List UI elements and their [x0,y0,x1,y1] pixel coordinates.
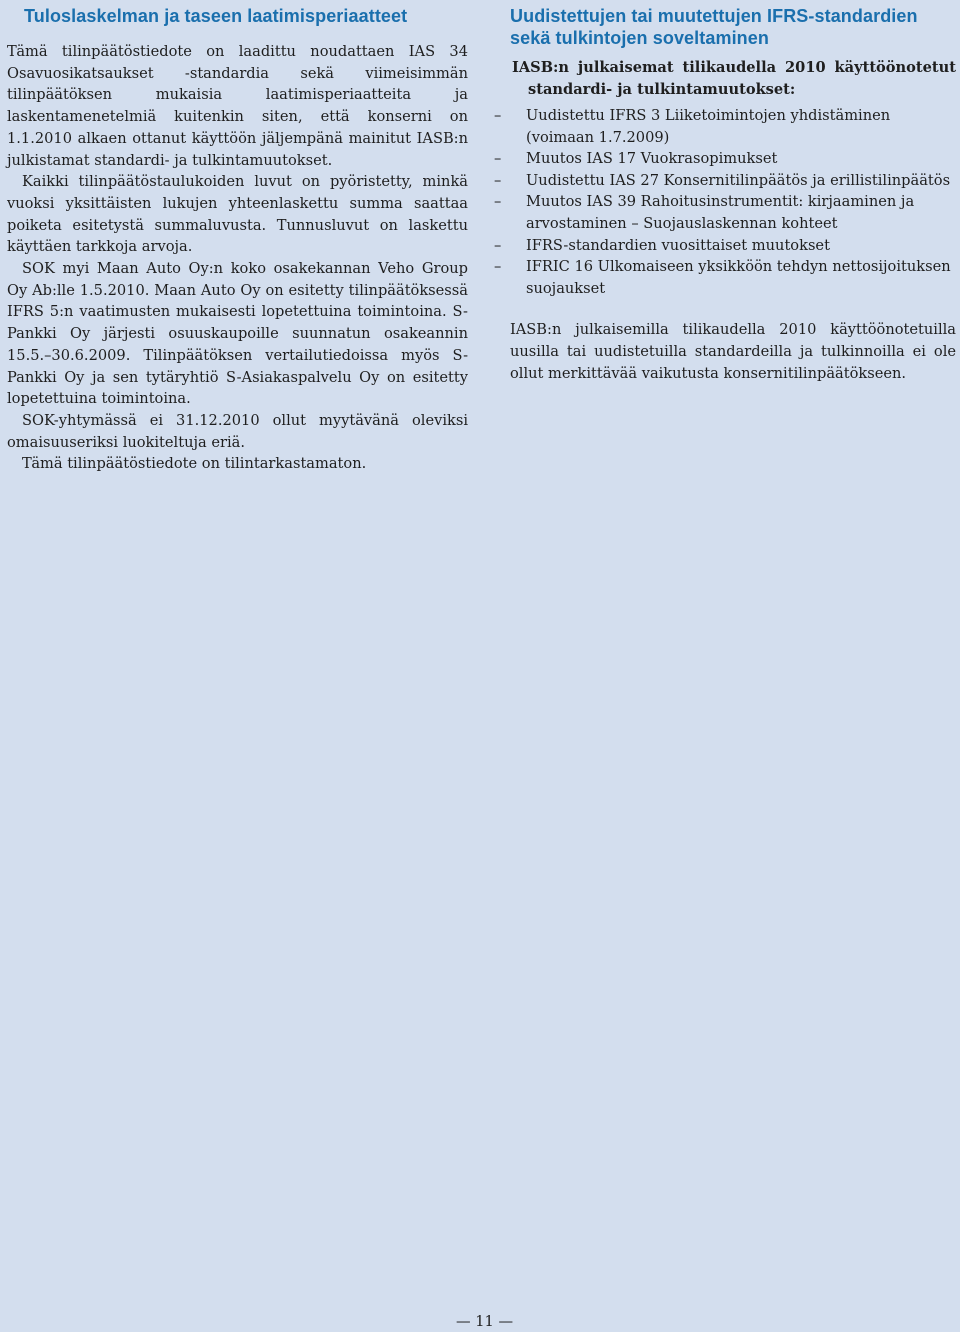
subheading-iasb-changes [510,57,956,101]
section-title-accounting-principles: Tuloslaskelman ja taseen laatimisperiaatteet [24,6,408,26]
list-item: – IFRIC 16 Ulkomaiseen yksikköön tehdyn nettosijoituksen suojaukset [494,258,951,297]
paragraph-assets-held-for-sale: SOK-yhtymässä ei 31.12.2010 ollut myytävänä oleviksi omaisuuseriksi luokiteltuja eriä. [7,411,468,451]
section-title-ifrs-standards: Uudistettujen tai muutettujen IFRS-standardien sekä tulkintojen soveltaminen [510,6,918,48]
list-item: – Muutos IAS 17 Vuokrasopimukset [510,148,956,170]
dash-bullet-icon: – [494,193,502,211]
subheading-line-2: standardi- ja tulkintamuutokset: [528,81,796,98]
list-item: – Uudistettu IAS 27 Konsernitilinpäätös ja erillistilinpäätös [510,170,956,192]
dash-bullet-icon: – [494,258,502,276]
dash-bullet-icon: – [494,171,502,189]
list-item: – IFRS-standardien vuosittaiset muutokset [510,235,956,257]
right-column [494,0,960,384]
page-number: — 11 — [456,1313,514,1330]
left-column [0,0,480,475]
standards-list [494,105,956,299]
paragraph-unaudited: Tämä tilinpäätöstiedote on tilintarkastamaton. [22,455,367,473]
paragraph-rounding: Kaikki tilinpäätöstaulukoiden luvut on pyöristetty, minkä vuoksi yksittäisten lukujen yhteenlaskettu summa saattaa poiketa esitetystä summaluvusta. Tunnusluvut on laskettu käyttäen tarkkoja arvoja. [7,173,468,256]
list-item: – Muutos IAS 39 Rahoitusinstrumentit: kirjaaminen ja arvostaminen – Suojauslaskennan kohteet [494,193,915,232]
dash-bullet-icon: – [494,150,502,168]
paragraph-ias34-basis: Tämä tilinpäätöstiedote on laadittu noudattaen IAS 34 Osavuosikatsaukset -standardia sekä viimeisimmän tilinpäätöksen mukaisia laatimisperiaatteita ja laskentamenetelmiä kuitenkin siten, että konserni on 1.1.2010 alkaen ottanut käyttöön jäljempänä mainitut IASB:n julkistamat standardi- ja tulkintamuutokset. [7,43,468,169]
list-item: – Uudistettu IFRS 3 Liiketoimintojen yhdistäminen (voimaan 1.7.2009) [494,107,891,146]
subheading-line-1: IASB:n julkaisemat tilikaudella 2010 käyttöönotetut [512,59,956,76]
paragraph-no-material-impact: IASB:n julkaisemilla tilikaudella 2010 käyttöönotetuilla uusilla tai uudistetuilla standardeilla ja tulkinnoilla ei ole ollut merkittävää vaikutusta konsernitilinpäätökseen. [510,321,956,382]
dash-bullet-icon: – [494,107,502,124]
paragraph-discontinued-operations: SOK myi Maan Auto Oy:n koko osakekannan Veho Group Oy Ab:lle 1.5.2010. Maan Auto Oy on esitetty tilinpäätöksessä IFRS 5:n vaatimusten mukaisesti lopetettuina toimintoina. S-Pankki Oy järjesti osuuskaupoille suunnatun osakeannin 15.5.–30.6.2009. Tilinpäätöksen vertailutiedoissa myös S-Pankki Oy ja sen tytäryhtiö S-Asiakaspalvelu Oy on esitetty lopetettuina toimintoina. [7,260,468,408]
dash-bullet-icon: – [494,236,502,254]
